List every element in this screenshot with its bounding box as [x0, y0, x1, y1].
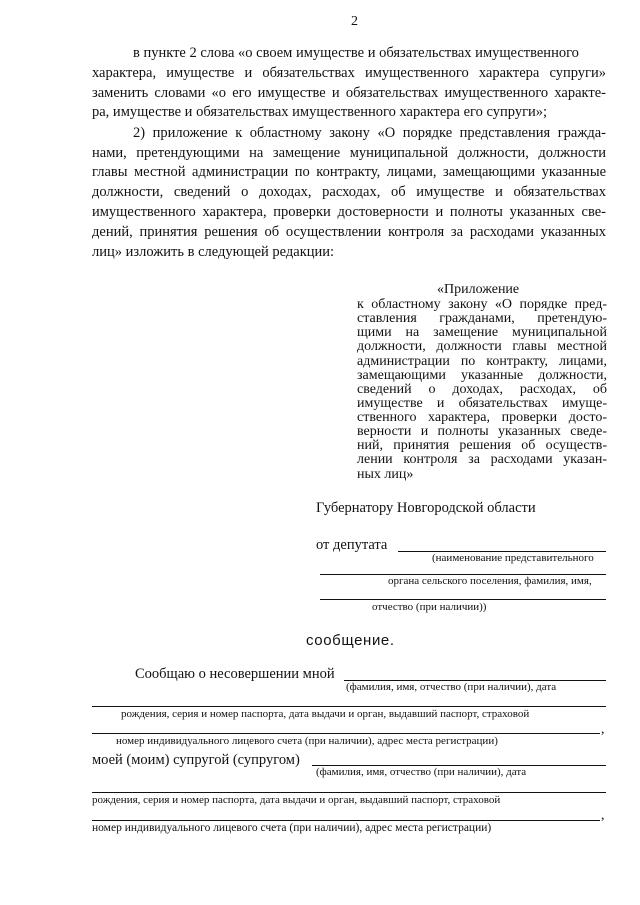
- input-line: [320, 599, 606, 600]
- body-line: ра, имуществе и обязательствах имущественного характера его супруги»;: [92, 104, 548, 120]
- field-hint: рождения, серия и номер паспорта, дата выдачи и орган, выдавший паспорт, страховой: [121, 708, 530, 720]
- spouse-text: моей (моим) супругой (супругом): [92, 752, 300, 768]
- appendix-title: «Приложение: [437, 282, 520, 297]
- field-hint: номер индивидуального лицевого счета (при наличии), адрес места регистрации): [92, 822, 492, 834]
- body-line: должности, сведений о доходах, расходах, об имуществе и обязательствах: [92, 184, 606, 200]
- body-line: в пункте 2 слова «о своем имуществе и обязательствах имущественного: [133, 45, 579, 61]
- form-heading: сообщение.: [306, 632, 395, 649]
- appendix-line: ственного характера, проверки досто-: [357, 410, 607, 425]
- comma: ,: [601, 808, 605, 823]
- body-line: дений, принятия решения об осуществлении контроля за расходами указанных: [92, 224, 606, 240]
- appendix-line: ний, принятия решения об осуществ-: [357, 438, 607, 453]
- input-line: [92, 792, 606, 793]
- appendix-line: замещающими указанные должности,: [357, 368, 607, 383]
- input-line: [92, 820, 600, 821]
- appendix-line: лении контроля за расходами указан-: [357, 452, 607, 467]
- field-hint: (фамилия, имя, отчество (при наличии), дата: [346, 681, 557, 693]
- addressee: Губернатору Новгородской области: [316, 500, 536, 516]
- appendix-line: ных лиц»: [357, 467, 414, 482]
- page-number: 2: [351, 14, 358, 29]
- report-text: Сообщаю о несовершении мной: [135, 666, 335, 682]
- appendix-line: щими на замещение муниципальной: [357, 325, 607, 340]
- field-hint: отчество (при наличии)): [372, 601, 487, 613]
- body-line: характера, имуществе и обязательствах имущественного характера супруги»: [92, 65, 606, 81]
- appendix-line: ставления гражданами, претендую-: [357, 311, 607, 326]
- appendix-line: имуществе и обязательствах имуще-: [357, 396, 607, 411]
- appendix-line: к областному закону «О порядке пред-: [357, 297, 607, 312]
- appendix-line: верности и полноты указанных сведе-: [357, 424, 607, 439]
- from-label: от депутата: [316, 537, 388, 553]
- body-line: нами, претендующими на замещение муниципальной должности, должности: [92, 145, 606, 161]
- body-line: имущественного характера, проверки достоверности и полноты указанных све-: [92, 204, 606, 220]
- field-hint: номер индивидуального лицевого счета (при наличии), адрес места регистрации): [116, 735, 498, 747]
- appendix-line: сведений о доходах, расходах, об: [357, 382, 607, 397]
- appendix-line: должности, должности главы местной: [357, 339, 607, 354]
- comma: ,: [601, 722, 605, 737]
- input-line: [92, 733, 600, 734]
- appendix-line: администрации по контракту, лицами,: [357, 354, 607, 369]
- field-hint: (наименование представительного: [432, 552, 594, 564]
- body-line: заменить словами «о его имуществе и обязательствах имущественного характе-: [92, 85, 606, 101]
- field-hint: (фамилия, имя, отчество (при наличии), дата: [316, 766, 527, 778]
- field-hint: органа сельского поселения, фамилия, имя,: [388, 575, 592, 587]
- body-line: лиц» изложить в следующей редакции:: [92, 244, 335, 260]
- input-line: [92, 706, 606, 707]
- field-hint: рождения, серия и номер паспорта, дата выдачи и орган, выдавший паспорт, страховой: [92, 794, 501, 806]
- body-line: главы местной администрации по контракту, лицами, замещающими указанные: [92, 164, 606, 180]
- body-line: 2) приложение к областному закону «О порядке представления гражда-: [133, 125, 606, 141]
